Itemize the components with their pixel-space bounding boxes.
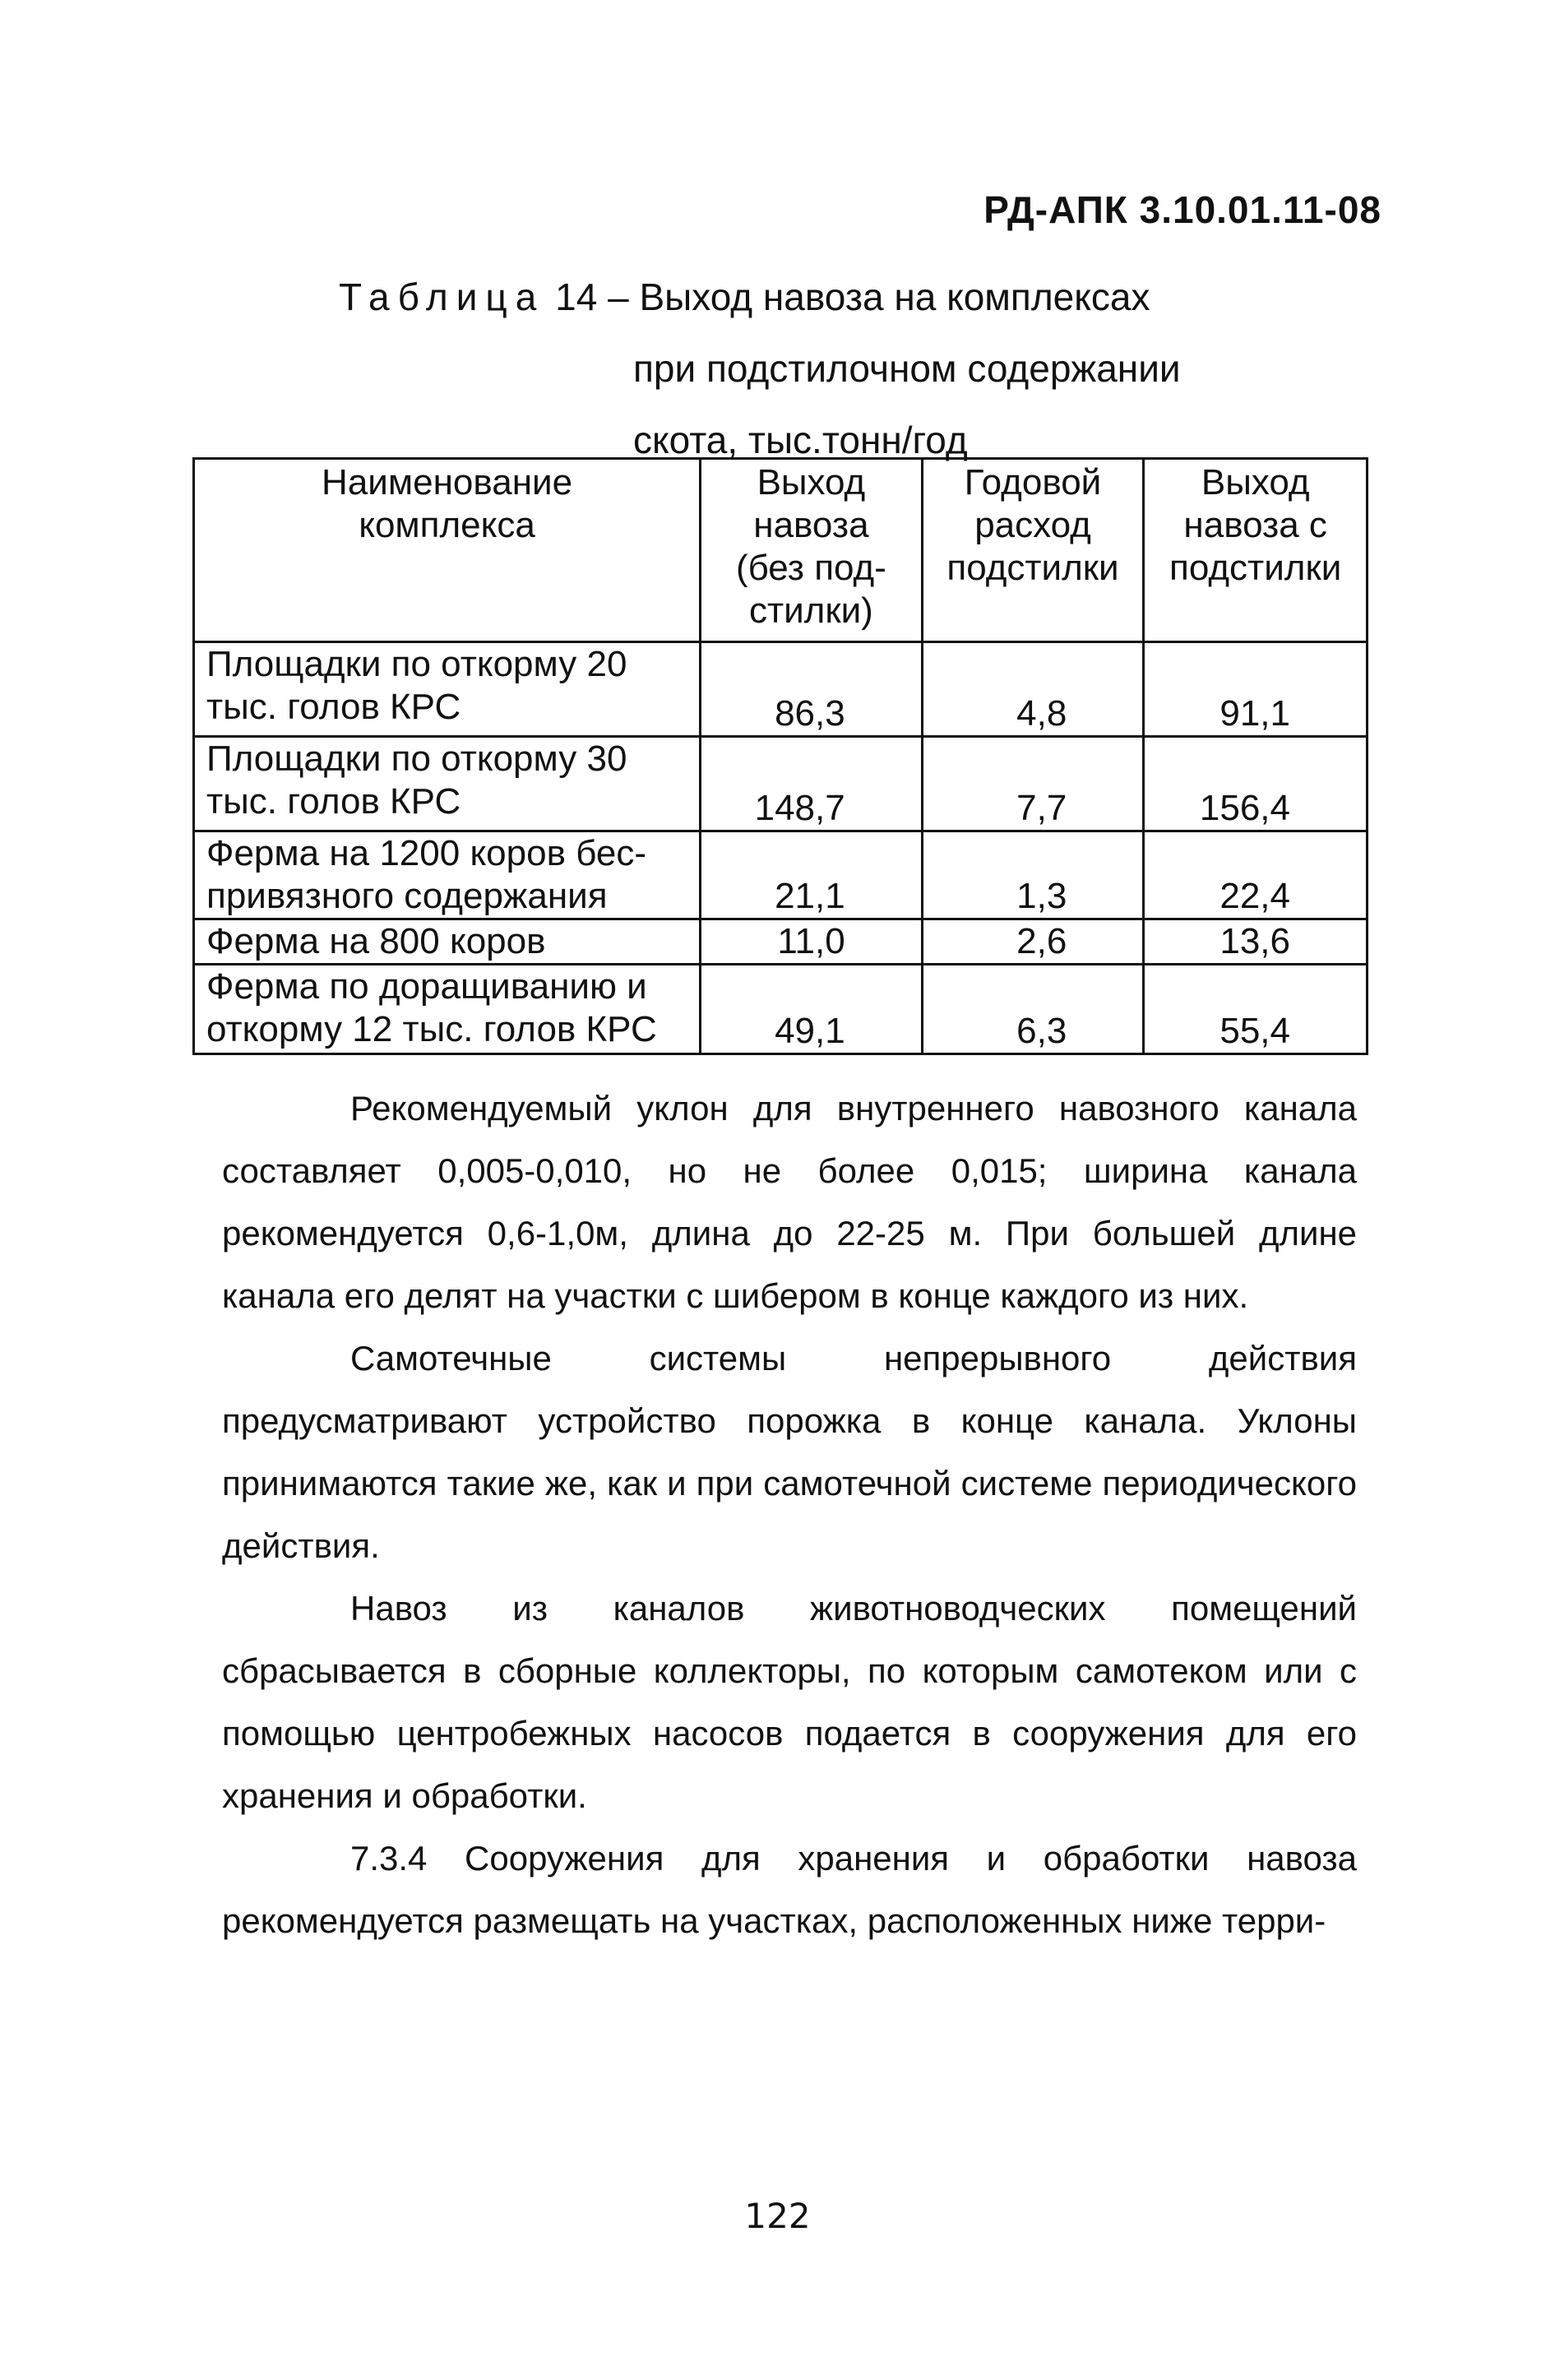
table-header-row <box>194 459 1368 642</box>
page-number: 122 <box>744 2196 811 2236</box>
value-cell: 156,4 <box>1144 737 1368 831</box>
header-line: (без под- <box>735 548 886 588</box>
value-cell: 1,3 <box>922 831 1144 919</box>
caption-word: Таблица <box>339 276 545 318</box>
header-output-without-litter <box>701 459 923 642</box>
table-row <box>194 642 1368 737</box>
value-cell: 2,6 <box>922 919 1144 965</box>
complex-name-cell <box>194 919 701 965</box>
paragraph-2: Самотечные системы непрерывного действия предусматривают устройство порожка в конце канала. Уклоны принимаются такие же, как и при самотечной системе периодического действия. <box>222 1339 1357 1565</box>
complex-name-line: тыс. голов КРС <box>206 687 461 727</box>
header-line: стилки) <box>748 590 873 631</box>
table-row <box>194 737 1368 831</box>
header-line: подстилки <box>1169 548 1342 588</box>
header-line: Наименование <box>322 462 573 502</box>
header-line: навоза с <box>1183 505 1327 545</box>
paragraph-4: 7.3.4 Сооружения для хранения и обработки навоза рекомендуется размещать на участках, расположенных ниже терри- <box>222 1839 1357 1940</box>
value-cell: 6,3 <box>922 965 1144 1054</box>
header-line: Выход <box>757 462 866 502</box>
complex-name-cell <box>194 965 701 1054</box>
value-cell: 4,8 <box>922 642 1144 737</box>
table-row <box>194 965 1368 1054</box>
complex-name-line: Ферма по доращиванию и <box>206 966 647 1007</box>
header-line: комплекса <box>359 505 535 545</box>
complex-name-line: Площадки по откорму 30 <box>206 739 627 779</box>
document-code: РД-АПК 3.10.01.11-08 <box>983 188 1381 231</box>
caption-title: 14 – Выход навоза на комплексах <box>555 276 1150 318</box>
value-cell: 13,6 <box>1144 919 1368 965</box>
header-complex-name <box>194 459 701 642</box>
complex-name-line: Ферма на 1200 коров бес- <box>206 833 647 873</box>
value-cell: 86,3 <box>701 642 923 737</box>
paragraph-1: Рекомендуемый уклон для внутреннего навозного канала составляет 0,005-0,010, но не более 0,015; ширина канала рекомендуется 0,6-1,0м, длина до 22-25 м. При большей длине канала его делят на участки с шибером в конце каждого из них. <box>222 1089 1357 1315</box>
complex-name-line: откорму 12 тыс. голов КРС <box>206 1009 657 1049</box>
table-caption <box>339 262 1326 476</box>
value-cell: 55,4 <box>1144 965 1368 1054</box>
value-cell: 22,4 <box>1144 831 1368 919</box>
value-cell: 21,1 <box>701 831 923 919</box>
complex-name-line: тыс. голов КРС <box>206 781 461 822</box>
header-line: Выход <box>1201 462 1310 502</box>
header-line: навоза <box>753 505 869 545</box>
value-cell: 11,0 <box>701 919 923 965</box>
value-cell: 91,1 <box>1144 642 1368 737</box>
value-cell: 49,1 <box>701 965 923 1054</box>
paragraph-3: Навоз из каналов животноводческих помещений сбрасывается в сборные коллекторы, по которым самотеком или с помощью центробежных насосов подается в сооружения для его хранения и обработки. <box>222 1589 1357 1815</box>
manure-output-table <box>192 457 1368 1055</box>
caption-line-3: скота, тыс.тонн/год <box>633 419 968 461</box>
header-line: расход <box>974 505 1091 545</box>
complex-name-cell <box>194 642 701 737</box>
header-annual-litter <box>922 459 1144 642</box>
header-output-with-litter <box>1144 459 1368 642</box>
complex-name-cell <box>194 737 701 831</box>
table-row <box>194 831 1368 919</box>
value-cell: 7,7 <box>922 737 1144 831</box>
header-line: Годовой <box>964 462 1102 502</box>
caption-line-2: при подстилочном содержании <box>633 347 1181 390</box>
complex-name-cell <box>194 831 701 919</box>
header-line: подстилки <box>946 548 1119 588</box>
complex-name-line: Площадки по откорму 20 <box>206 644 627 684</box>
complex-name-line: Ферма на 800 коров <box>206 921 546 961</box>
value-cell: 148,7 <box>701 737 923 831</box>
table-row <box>194 919 1368 965</box>
complex-name-line: привязного содержания <box>206 876 608 916</box>
